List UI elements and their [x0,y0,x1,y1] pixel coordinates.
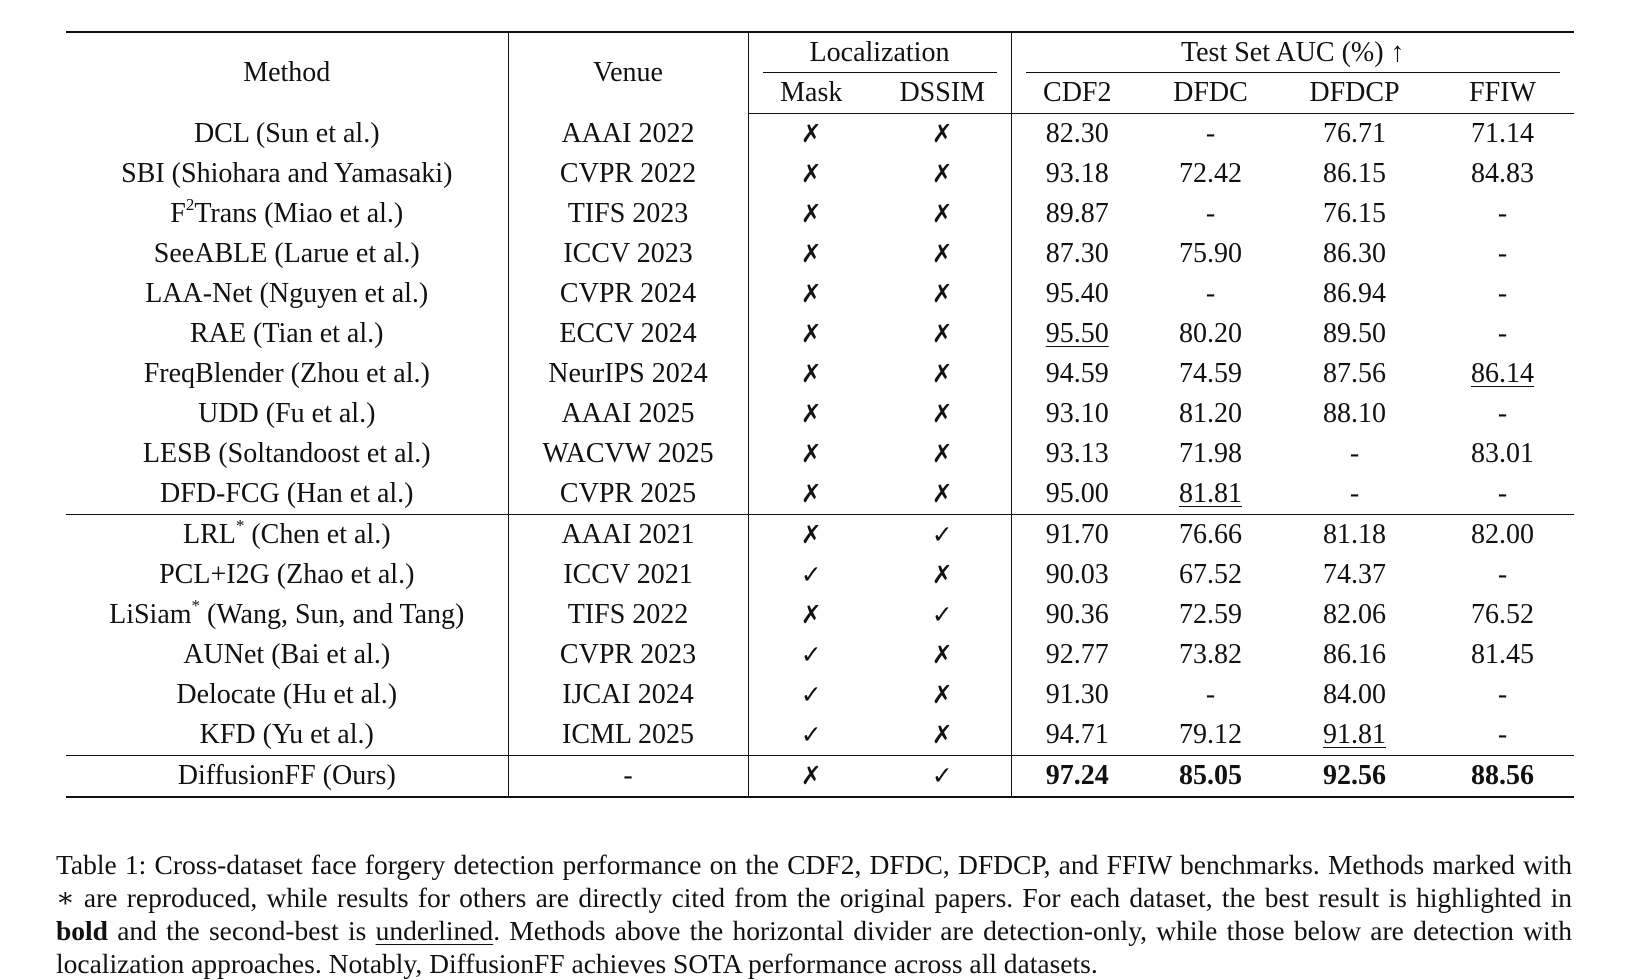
table-body [66,114,1574,798]
cell-method: DiffusionFF (Ours) [66,756,508,798]
header-dfdcp: DFDCP [1278,73,1431,114]
cell-dfdcp: 91.81 [1323,719,1386,750]
cross-icon: ✗ [874,474,1011,515]
cell-venue: ICCV 2023 [508,234,748,274]
cell-dfdc: 80.20 [1179,318,1242,349]
cell-ffiw: - [1497,398,1508,429]
cell-cdf2: 94.59 [1045,358,1109,389]
cell-cdf2: 91.70 [1011,515,1143,556]
cell-dfdc: - [1205,679,1216,710]
cross-icon: ✗ [800,239,822,268]
cell-venue: ICML 2025 [508,715,748,756]
table-row [66,314,1574,354]
cell-venue: AAAI 2025 [508,394,748,434]
cell-dfdcp: 86.94 [1323,278,1386,309]
cell-dfdc: 85.05 [1143,756,1278,798]
cross-icon: ✗ [874,194,1011,234]
cell-cdf2: 82.30 [1045,118,1109,149]
cell-ffiw: 71.14 [1471,118,1534,149]
cross-icon: ✗ [874,354,1011,394]
table-row [66,114,1574,155]
cell-cdf2: 92.77 [1045,639,1109,670]
table-row [66,474,1574,515]
table-row [66,194,1574,234]
cell-dfdcp: 86.16 [1323,639,1386,670]
cell-ffiw: - [1497,559,1508,590]
cell-ffiw: - [1497,278,1508,309]
header-mask: Mask [748,73,874,114]
cell-method: SBI (Shiohara and Yamasaki) [66,154,508,194]
cross-icon: ✗ [800,159,822,188]
cross-icon: ✗ [800,600,822,629]
check-icon: ✓ [800,680,822,709]
cell-ffiw: - [1497,238,1508,269]
table-row [66,434,1574,474]
cross-icon: ✗ [874,555,1011,595]
cell-cdf2: 90.36 [1045,599,1109,630]
cell-ffiw: 81.45 [1471,639,1534,670]
cell-method: FreqBlender (Zhou et al.) [66,354,508,394]
cell-method: LiSiam* (Wang, Sun, and Tang) [66,595,508,635]
cell-ffiw: - [1497,679,1508,710]
cell-method: LRL* (Chen et al.) [66,515,508,556]
cross-icon: ✗ [800,399,822,428]
cross-icon: ✗ [800,359,822,388]
cell-dfdcp: 92.56 [1278,756,1431,798]
cell-ffiw: 84.83 [1471,158,1534,189]
cell-venue: AAAI 2021 [508,515,748,556]
header-cdf2: CDF2 [1011,73,1143,114]
cell-dfdcp: 89.50 [1323,318,1386,349]
cell-dfdcp: - [1349,478,1360,509]
cell-ffiw: 76.52 [1471,599,1534,630]
cross-icon: ✗ [874,434,1011,474]
cell-dfdcp: 88.10 [1323,398,1386,429]
cell-dfdc: 81.20 [1179,398,1242,429]
cell-venue: WACVW 2025 [508,434,748,474]
cell-method: DFD-FCG (Han et al.) [66,474,508,515]
cell-dfdc: - [1205,278,1216,309]
cell-method: LESB (Soltandoost et al.) [66,434,508,474]
cell-ffiw: - [1497,198,1508,229]
cross-icon: ✗ [800,319,822,348]
cell-dfdcp: 84.00 [1323,679,1386,710]
cell-dfdcp: 87.56 [1323,358,1386,389]
cell-ffiw: - [1497,719,1508,750]
cell-method: RAE (Tian et al.) [66,314,508,354]
table-row [66,354,1574,394]
cell-venue: CVPR 2022 [508,154,748,194]
cell-cdf2: 90.03 [1045,559,1109,590]
table-row [66,595,1574,635]
check-icon: ✓ [800,720,822,749]
cell-venue: ICCV 2021 [508,555,748,595]
cell-cdf2: 93.13 [1045,438,1109,469]
cell-method: AUNet (Bai et al.) [66,635,508,675]
cell-cdf2: 97.24 [1011,756,1143,798]
cell-ffiw: 86.14 [1471,358,1534,389]
cell-ffiw: 82.00 [1431,515,1574,556]
cell-dfdc: - [1205,118,1216,149]
cross-icon: ✗ [748,515,874,556]
cell-method: SeeABLE (Larue et al.) [66,234,508,274]
cell-venue: TIFS 2023 [508,194,748,234]
cell-method: PCL+I2G (Zhao et al.) [66,555,508,595]
cell-cdf2: 94.71 [1045,719,1109,750]
cross-icon: ✗ [874,114,1011,155]
cell-method: UDD (Fu et al.) [66,394,508,434]
check-icon: ✓ [800,560,822,589]
cell-ffiw: 83.01 [1471,438,1534,469]
cell-cdf2: 93.10 [1045,398,1109,429]
header-localization: Localization [748,32,1011,73]
cell-cdf2: 95.00 [1045,478,1109,509]
cell-cdf2: 87.30 [1045,238,1109,269]
cell-venue: CVPR 2025 [508,474,748,515]
cell-venue: CVPR 2023 [508,635,748,675]
cross-icon: ✗ [800,119,822,148]
header-ffiw: FFIW [1431,73,1574,114]
cross-icon: ✗ [800,199,822,228]
cell-dfdc: 75.90 [1179,238,1242,269]
cross-icon: ✗ [748,756,874,798]
cell-method: Delocate (Hu et al.) [66,675,508,715]
cell-dfdcp: 81.18 [1278,515,1431,556]
cross-icon: ✗ [874,635,1011,675]
cell-dfdc: 71.98 [1179,438,1242,469]
cross-icon: ✗ [874,715,1011,756]
table-row [66,154,1574,194]
cell-venue: - [508,756,748,798]
cell-cdf2: 89.87 [1045,198,1109,229]
table-row [66,715,1574,756]
check-icon: ✓ [874,515,1011,556]
cell-ffiw: - [1497,478,1508,509]
cell-dfdcp: 74.37 [1323,559,1386,590]
cell-dfdc: 79.12 [1179,719,1242,750]
cell-dfdcp: 76.15 [1323,198,1386,229]
table-caption: Table 1: Cross-dataset face forgery detection performance on the CDF2, DFDC, DFDCP, and FFIW benchmarks. Methods marked with ∗ are reproduced, while results for others are directly cited from the original papers. For each dataset, the best result is highlighted in bold and the second-best is underlined. Methods above the horizontal divider are detection-only, while those below are detection with localization approaches. Notably, DiffusionFF achieves SOTA performance across all datasets. [56,848,1572,979]
table-row [66,555,1574,595]
cell-venue: ECCV 2024 [508,314,748,354]
cell-venue: NeurIPS 2024 [508,354,748,394]
header-dssim: DSSIM [874,73,1011,114]
cell-dfdcp: 86.15 [1323,158,1386,189]
cross-icon: ✗ [800,479,822,508]
cell-ffiw: 88.56 [1431,756,1574,798]
cell-cdf2: 91.30 [1045,679,1109,710]
cross-icon: ✗ [874,154,1011,194]
cell-method: LAA-Net (Nguyen et al.) [66,274,508,314]
cell-cdf2: 95.50 [1045,318,1109,349]
cell-dfdc: 74.59 [1179,358,1242,389]
table-row [66,394,1574,434]
cell-cdf2: 93.18 [1045,158,1109,189]
cell-dfdc: 72.42 [1179,158,1242,189]
cell-dfdc: 76.66 [1143,515,1278,556]
cell-ffiw: - [1497,318,1508,349]
cross-icon: ✗ [874,675,1011,715]
table-row [66,635,1574,675]
cell-venue: TIFS 2022 [508,595,748,635]
cell-dfdcp: 86.30 [1323,238,1386,269]
header-test-set-auc: Test Set AUC (%) ↑ [1011,32,1574,73]
header-dfdc: DFDC [1143,73,1278,114]
header-venue: Venue [508,32,748,114]
caption-underlined-word: underlined [375,914,494,946]
table-row [66,515,1574,556]
cell-dfdcp: - [1349,438,1360,469]
cross-icon: ✗ [874,274,1011,314]
check-icon: ✓ [874,756,1011,798]
cross-icon: ✗ [874,234,1011,274]
cross-icon: ✗ [874,394,1011,434]
cell-method: $F^2Trans$ (Miao et al.) [66,194,508,234]
cross-icon: ✗ [800,279,822,308]
cell-venue: AAAI 2022 [508,114,748,155]
header-method: Method [66,32,508,114]
cell-dfdc: 81.81 [1179,478,1242,509]
cell-venue: CVPR 2024 [508,274,748,314]
table-row-ours [66,756,1574,798]
cell-dfdcp: 76.71 [1323,118,1386,149]
cell-dfdc: 67.52 [1179,559,1242,590]
check-icon: ✓ [874,595,1011,635]
cross-icon: ✗ [800,439,822,468]
table-row [66,675,1574,715]
check-icon: ✓ [800,640,822,669]
cell-dfdc: 72.59 [1179,599,1242,630]
cell-method: KFD (Yu et al.) [66,715,508,756]
cell-dfdcp: 82.06 [1323,599,1386,630]
cell-venue: IJCAI 2024 [508,675,748,715]
caption-bold-word: bold [56,914,108,946]
results-table [66,31,1574,798]
table-row [66,274,1574,314]
cell-method: DCL (Sun et al.) [66,114,508,155]
table-row [66,234,1574,274]
cross-icon: ✗ [874,314,1011,354]
cell-cdf2: 95.40 [1045,278,1109,309]
cell-dfdc: - [1205,198,1216,229]
cell-dfdc: 73.82 [1179,639,1242,670]
